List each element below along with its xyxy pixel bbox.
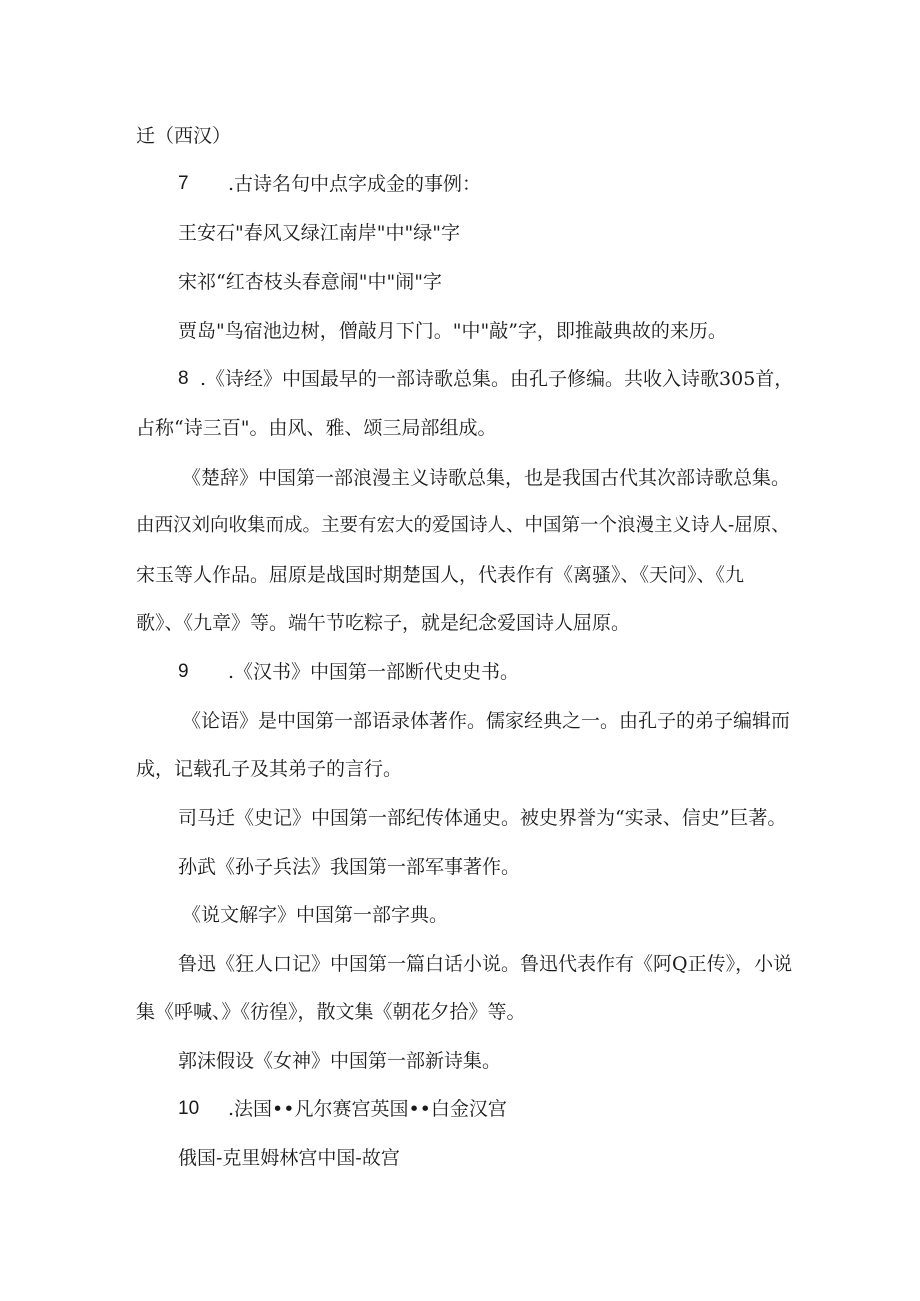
item-number: 10 [178, 1098, 200, 1119]
text-line: 王安石"春风又绿江南岸"中"绿"字 [178, 222, 460, 244]
text-line: 《楚辞》中国第一部浪漫主义诗歌总集，也是我国古代其次部诗歌总集。 [182, 467, 791, 489]
text-line: 郭沫假设《女神》中国第一部新诗集。 [178, 1050, 502, 1072]
item-heading: .古诗名句中点字成金的事例： [228, 173, 482, 195]
text-line: 司马迁《史记》中国第一部纪传体通史。被史界誉为“实录、信史”巨著。 [178, 807, 787, 829]
text-line: 《论语》是中国第一部语录体著作。儒家经典之一。由孔子的弟子编辑而 [182, 710, 791, 732]
item-heading: .法国••凡尔赛宫英国••白金汉宫 [228, 1098, 507, 1120]
text-line: 集《呼喊、》《彷徨》，散文集《朝花夕拾》等。 [136, 1001, 526, 1023]
text-line: 占称“诗三百"。由风、雅、颂三局部组成。 [136, 417, 497, 439]
item-heading: .《诗经》中国最早的一部诗歌总集。由孔子修编。共收入诗歌305首， [200, 368, 794, 390]
text-line: 歌》、《九章》等。端午节吃粽子，就是纪念爱国诗人屈原。 [136, 612, 631, 634]
text-line: 宋祁“红杏枝头春意闹"中"闹"字 [178, 271, 442, 293]
item-number: 7 [178, 173, 189, 194]
item-heading: .《汉书》中国第一部断代史史书。 [228, 661, 520, 683]
item-number: 9 [178, 661, 189, 682]
text-line: 成，记载孔子及其弟子的言行。 [136, 758, 403, 780]
text-line: 鲁迅《狂人口记》中国第一篇白话小说。鲁迅代表作有《阿Q正传》，小说 [178, 953, 793, 975]
text-line: 由西汉刘向收集而成。主要有宏大的爱国诗人、中国第一个浪漫主义诗人-屈原、 [136, 515, 790, 536]
text-line: 孙武《孙子兵法》我国第一部军事著作。 [178, 856, 521, 878]
text-line: 贾岛"鸟宿池边树，僧敲月下门。"中"敲”字，即推敲典故的来历。 [178, 320, 727, 342]
text-line: 俄国-克里姆林宫中国-故宫 [178, 1147, 400, 1169]
text-line: 迁（西汉） [136, 125, 232, 147]
text-line: 《说文解字》中国第一部字典。 [182, 904, 449, 926]
text-line: 宋玉等人作品。屈原是战国时期楚国人，代表作有《离骚》、《天问》、《九 [136, 564, 745, 586]
item-number: 8 [178, 368, 189, 389]
